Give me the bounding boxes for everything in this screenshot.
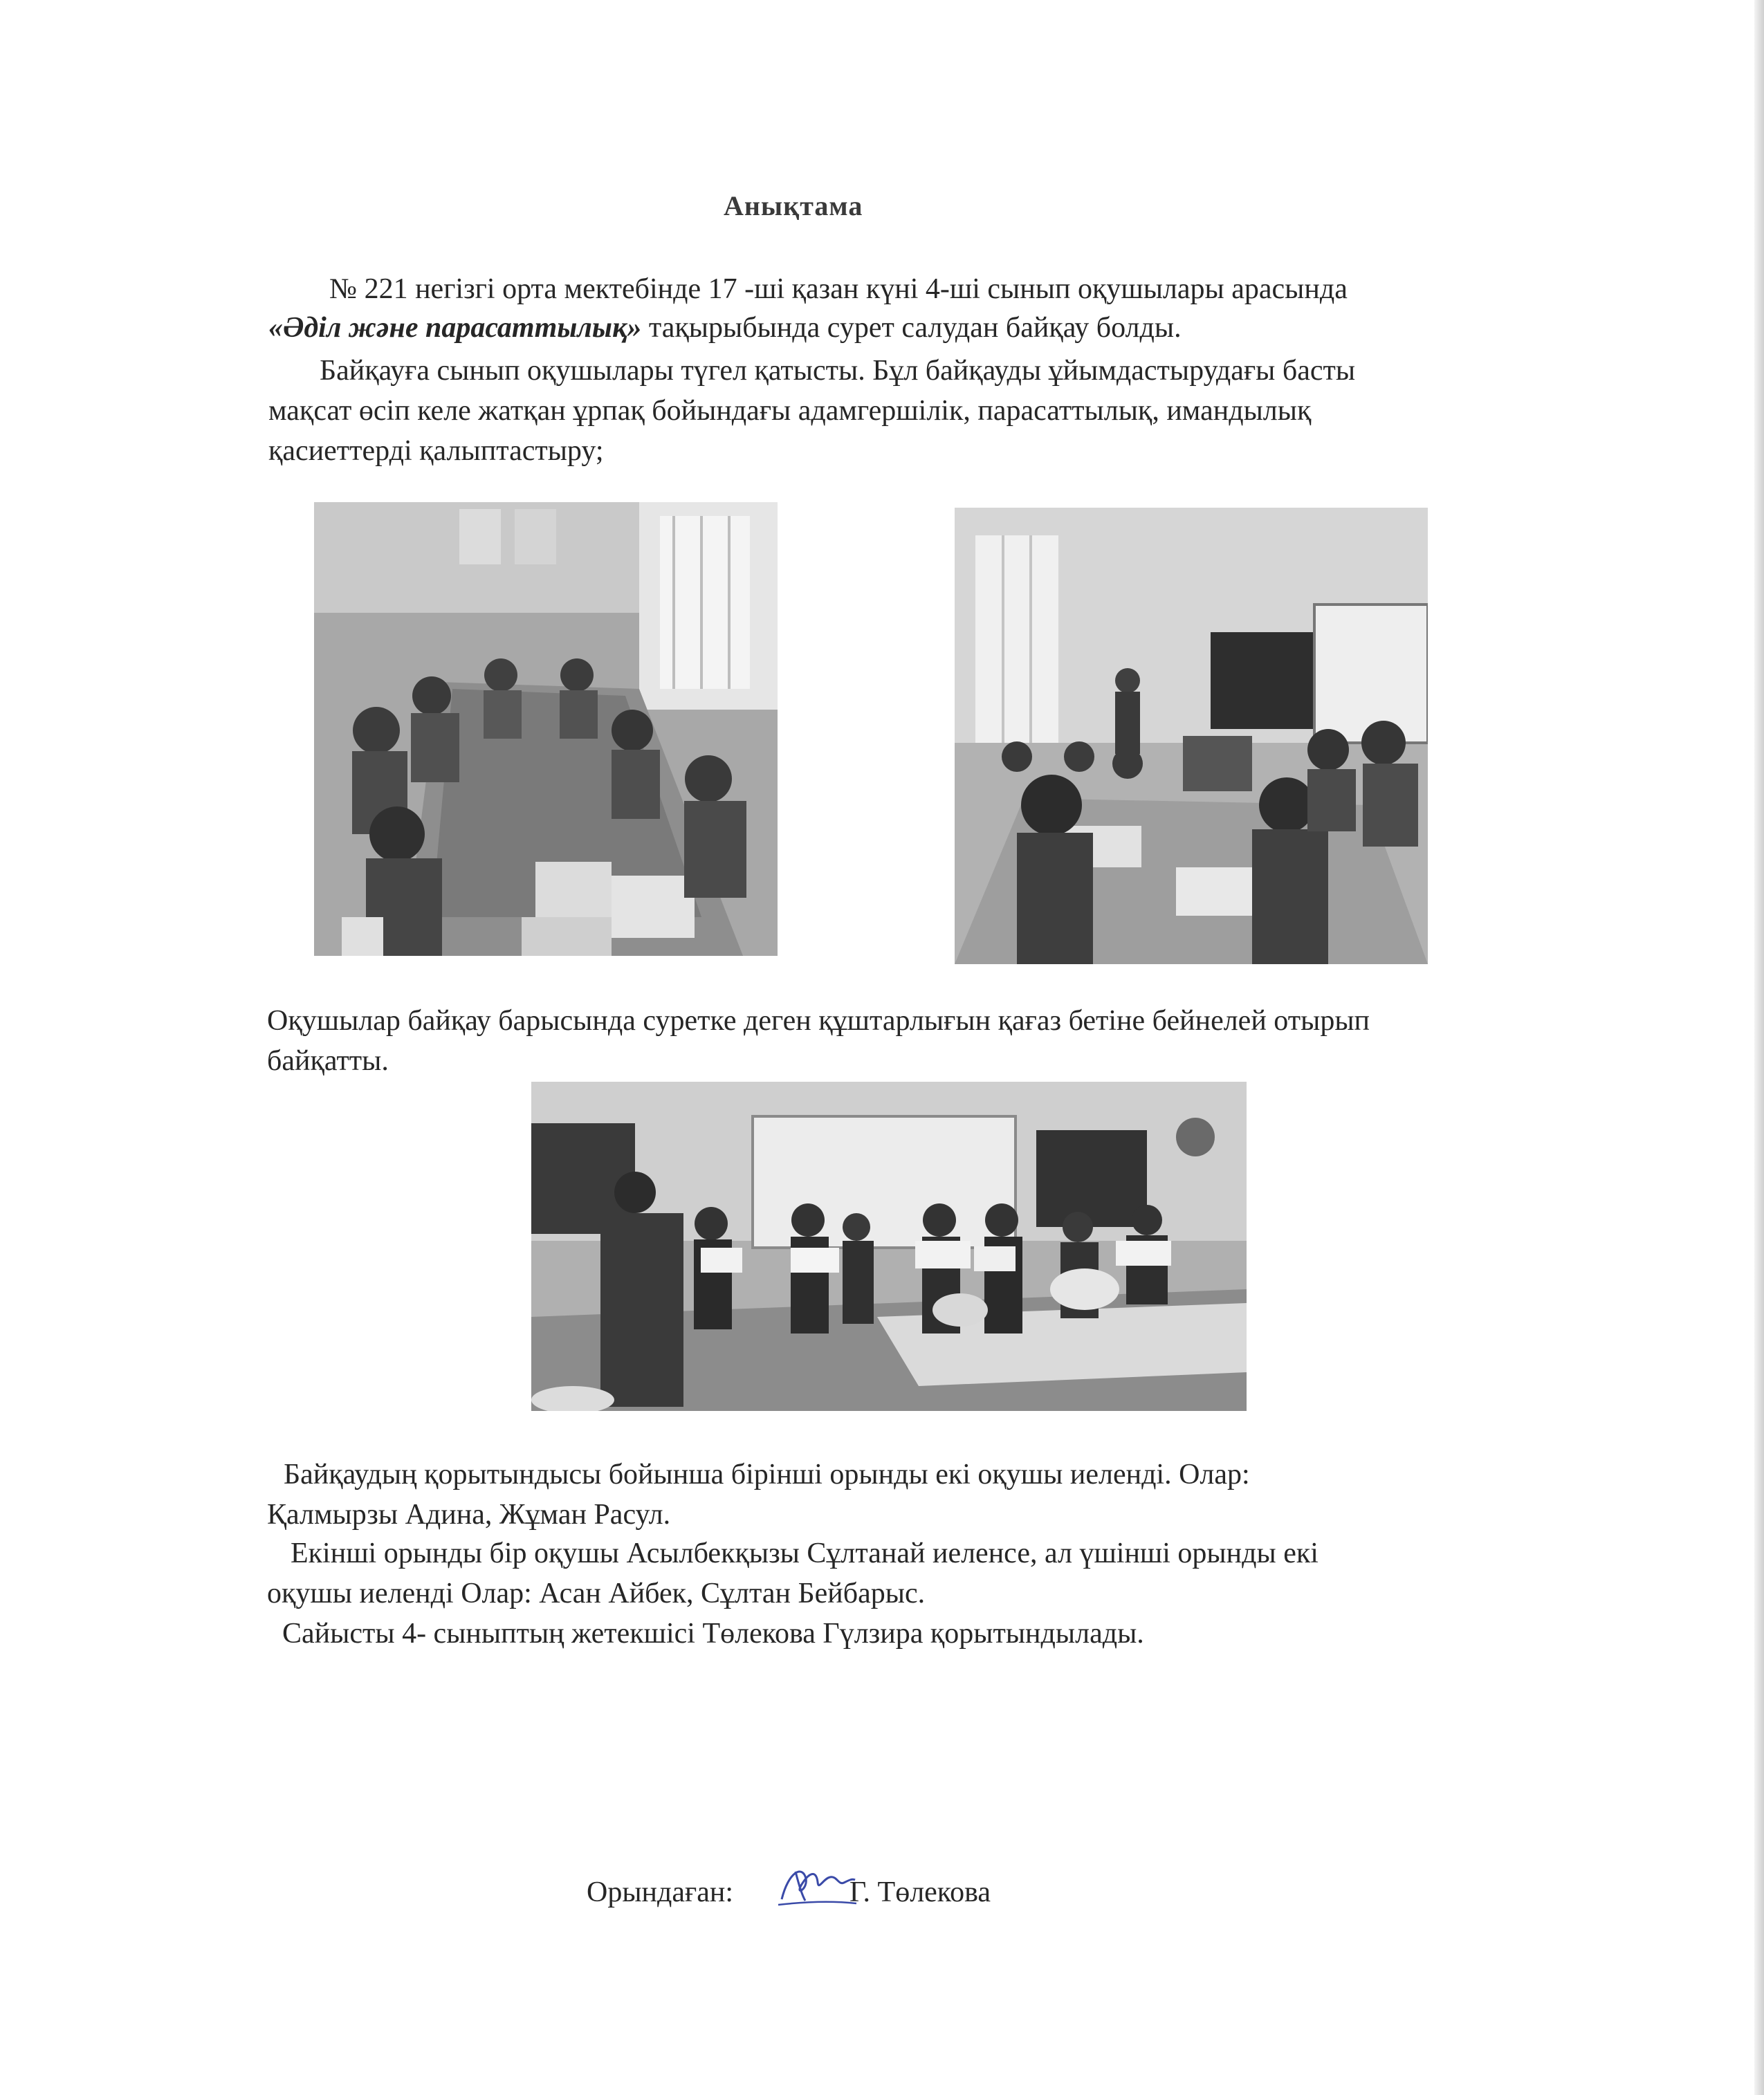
paragraph-5-line-1: Екінші орынды бір оқушы Асылбекқызы Сұлтанай иеленсе, ал үшінші орынды екі — [291, 1538, 1319, 1569]
handwritten-signature — [775, 1858, 858, 1913]
students-with-drawings-photo — [531, 1082, 1247, 1411]
page-edge — [1754, 0, 1764, 2095]
classroom-photo-2 — [955, 508, 1428, 964]
paragraph-1-line-2 — [268, 310, 1182, 346]
paragraph-5-line-2: оқушы иеленді Олар: Асан Айбек, Сұлтан Бейбарыс. — [267, 1578, 926, 1609]
paragraph-2-line-3: қасиеттерді қалыптастыру; — [268, 435, 604, 467]
classroom-photo-1 — [314, 502, 778, 956]
paragraph-6-line-1: Сайысты 4- сыныптың жетекшісі Төлекова Гүлзира қорытындылады. — [282, 1618, 1144, 1650]
document-title: Анықтама — [724, 190, 863, 221]
paragraph-4-line-1: Байқаудың қорытындысы бойынша бірінші орынды екі оқушы иеленді. Олар: — [284, 1459, 1250, 1491]
paragraph-3-line-2: байқатты. — [267, 1045, 389, 1077]
contest-theme: «Әділ және парасаттылық» — [268, 312, 642, 344]
paragraph-4-line-2: Қалмырзы Адина, Жұман Расул. — [267, 1499, 671, 1531]
paragraph-1-line-1: № 221 негізгі орта мектебінде 17 -ші қазан күні 4-ші сынып оқушылары арасында — [329, 273, 1348, 305]
signature-label: Орындаған: — [587, 1876, 734, 1908]
paragraph-2-line-2: мақсат өсіп келе жатқан ұрпақ бойындағы адамгершілік, парасаттылық, имандылық — [268, 395, 1312, 427]
paragraph-3-line-1: Оқушылар байқау барысында суретке деген құштарлығын қағаз бетіне бейнелей отырып — [267, 1005, 1370, 1037]
signatory-name: Г. Төлекова — [849, 1876, 991, 1908]
paragraph-2-line-1: Байқауға сынып оқушылары түгел қатысты. Бұл байқауды ұйымдастырудағы басты — [320, 355, 1356, 387]
paragraph-1-line-2-rest: тақырыбында сурет салудан байқау болды. — [641, 312, 1182, 344]
